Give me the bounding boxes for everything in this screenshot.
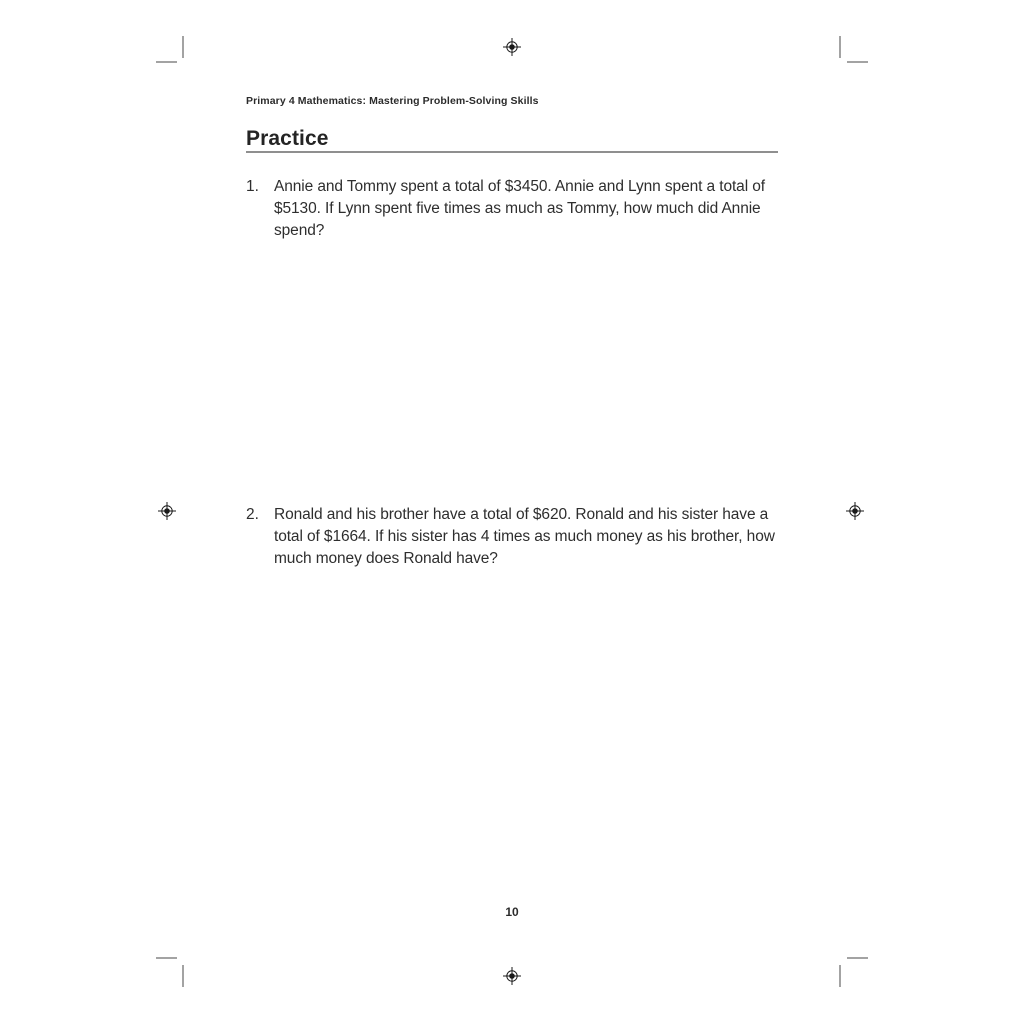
page-number: 10 [505,905,519,919]
crop-mark [182,36,184,58]
problem-text: Ronald and his brother have a total of $620. Ronald and his sister have a total of $1664. If his sister has 4 times as much money as his brother, how much money does Ronald have? [274,506,775,567]
crop-mark [156,61,177,63]
section-title: Practice [246,127,329,150]
registration-mark-icon [158,502,176,520]
section-title-rule [246,151,778,153]
crop-mark [847,61,868,63]
running-head: Primary 4 Mathematics: Mastering Problem-Solving Skills [246,95,539,107]
crop-mark [847,957,868,959]
problem-item-2 [246,504,778,570]
registration-mark-icon [846,502,864,520]
problem-text: Annie and Tommy spent a total of $3450. Annie and Lynn spent a total of $5130. If Lynn spent five times as much as Tommy, how much did Annie spend? [274,178,765,239]
problem-item-1 [246,176,778,242]
crop-mark [839,36,841,58]
crop-mark [839,965,841,987]
registration-mark-icon [503,38,521,56]
problem-number: 1. [246,178,259,195]
problem-number: 2. [246,506,259,523]
registration-mark-icon [503,967,521,985]
crop-mark [156,957,177,959]
crop-mark [182,965,184,987]
